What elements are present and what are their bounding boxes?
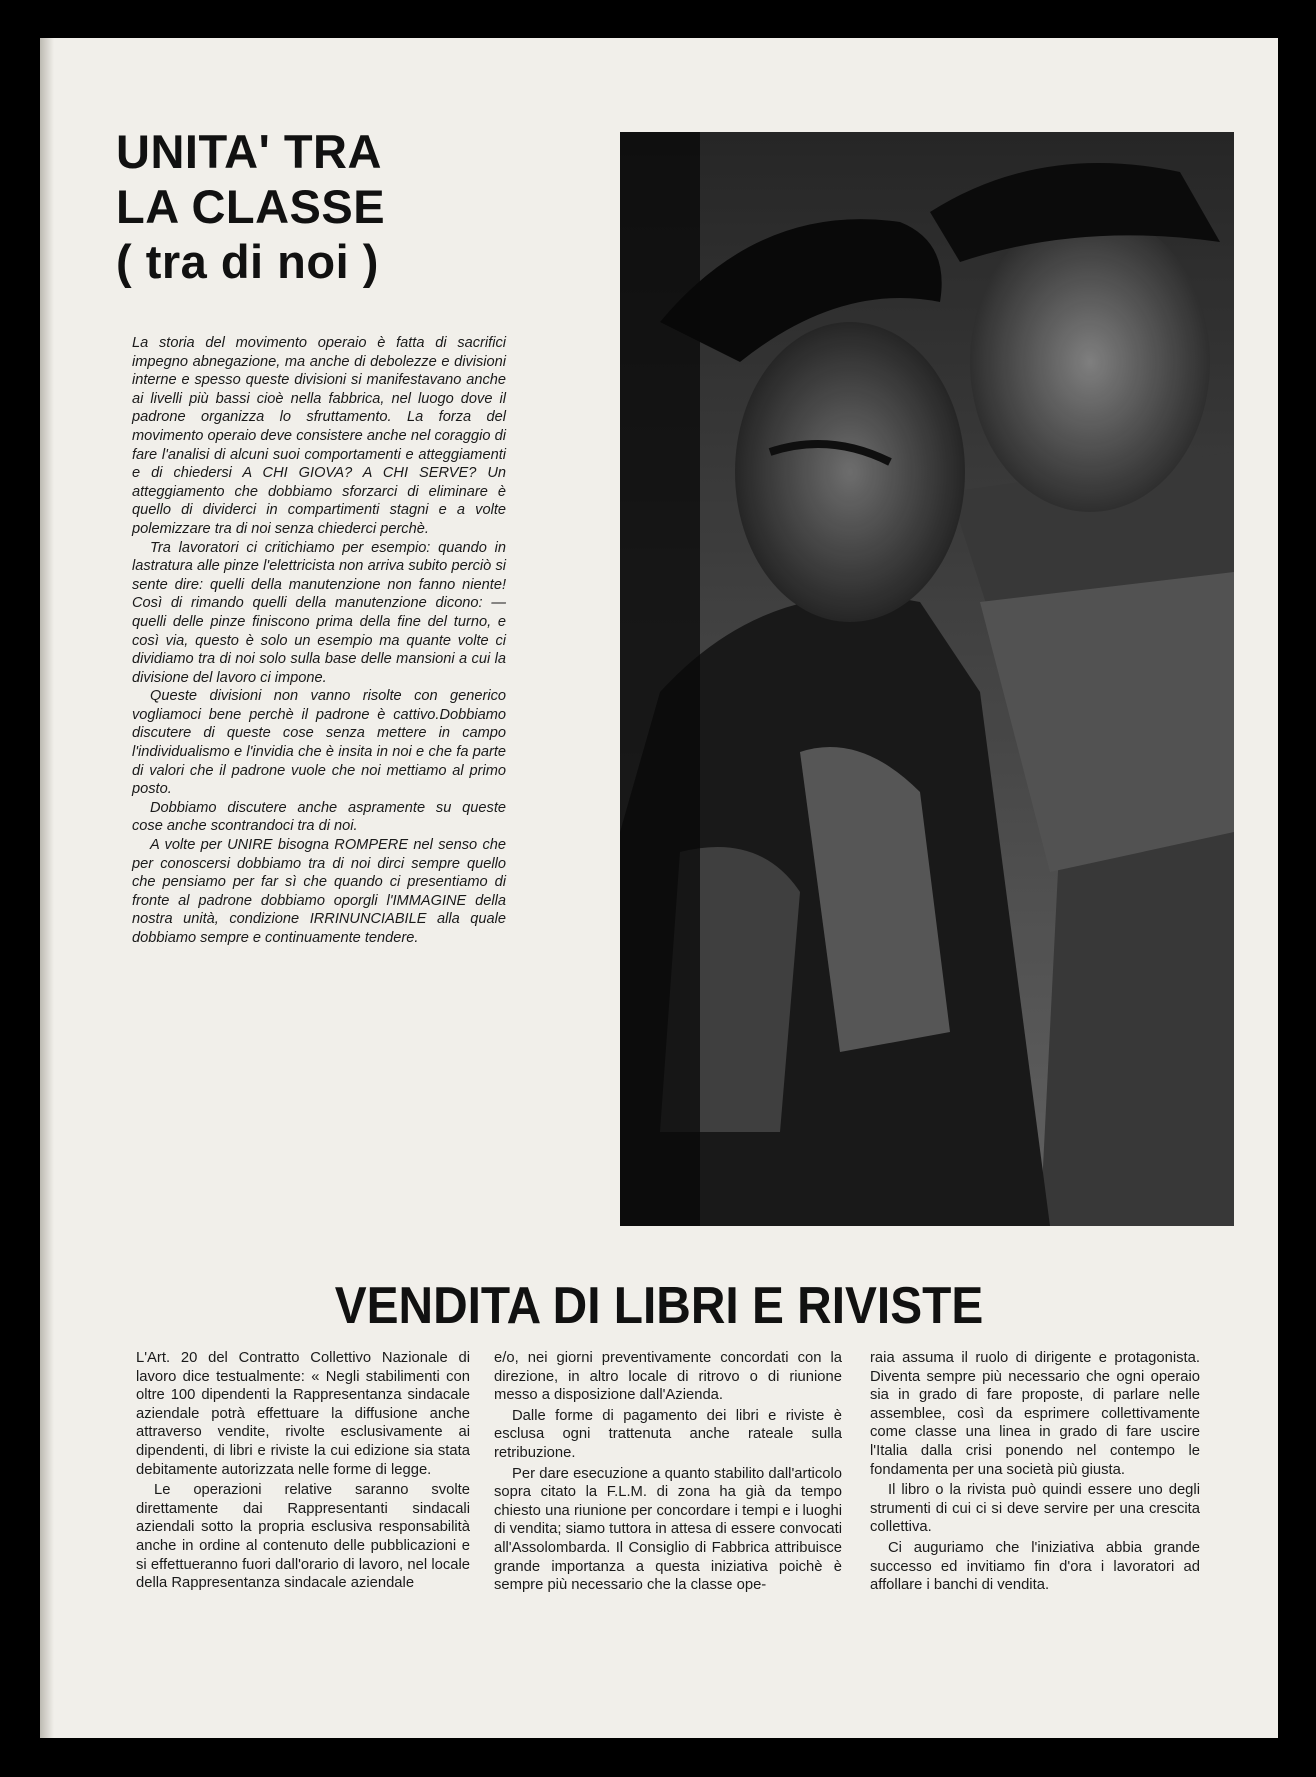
workers-photo-image bbox=[620, 132, 1234, 1226]
article-paragraph-3: Queste divisioni non vanno risolte con generico vogliamoci bene perchè il padrone è cattivo.Dobbiamo discutere di queste cose senza mettere in campo l'individualismo e l'invidia che è insita in noi e che fa parte di valori che il padrone vuole che noi mettiamo al primo posto. bbox=[132, 688, 506, 798]
article-paragraph-1: La storia del movimento operaio è fatta di sacrifici impegno abnegazione, ma anche di debolezze e divisioni interne e spesso queste divisioni si manifestavano anche ai livelli più bassi cioè nella fabbrica, nel luogo dove il padrone organizza lo sfruttamento. La forza del movimento operaio deve consistere anche nel coraggio di fare l'analisi di alcuni suoi comportamenti e atteggiamenti e di chiedersi A CHI GIOVA? A CHI SERVE? Un atteggiamento che dobbiamo sforzarci di eliminare è quello di dividerci in compartimenti stagni e a volte polemizzare tra di noi senza chiederci perchè. bbox=[132, 335, 506, 537]
sale-headline: VENDITA DI LIBRI E RIVISTE bbox=[334, 1277, 984, 1335]
article-paragraph-4: Dobbiamo discutere anche aspramente su queste cose anche scontrandoci tra di noi. bbox=[132, 799, 506, 835]
sale-col2-paragraph-3: Per dare esecuzione a quanto stabilito dall'articolo sopra citato la F.L.M. di zona ha già da tempo chiesto una riunione per concordare i tempi e i luoghi di vendita; siamo tuttora in attesa di essere convocati all'Assolombarda. Il Consiglio di Fabbrica attribuisce grande importanza a questa iniziativa poichè è sempre più necessario che la classe ope- bbox=[494, 1465, 842, 1594]
sale-col3-paragraph-1: raia assuma il ruolo di dirigente e protagonista. Diventa sempre più necessario che ogni operaio sia in grado di fare proposte, di parlare nelle assemblee, così da esprimere collettivamente come classe una linea in grado di fare uscire l'Italia dalla crisi ponendo nel contempo le fondamenta per una società più giusta. bbox=[870, 1350, 1200, 1478]
magazine-page bbox=[40, 38, 1278, 1738]
show-through-text bbox=[370, 1058, 378, 1092]
headline-line-1: UNITA' TRA bbox=[116, 125, 382, 178]
sale-col2-paragraph-1: e/o, nei giorni preventivamente concordati con la direzione, in altro locale di ritrovo o di riunione messo a disposizione dall'Azienda. bbox=[494, 1350, 842, 1404]
article-headline bbox=[116, 124, 385, 289]
sale-column-3 bbox=[870, 1349, 1200, 1597]
sale-col2-paragraph-2: Dalle forme di pagamento dei libri e riviste è esclusa ogni trattenuta anche rateale sulla retribuzione. bbox=[494, 1407, 842, 1461]
sale-col3-paragraph-3: Ci auguriamo che l'iniziativa abbia grande successo ed invitiamo fin d'ora i lavoratori ad affollare i banchi di vendita. bbox=[870, 1539, 1200, 1594]
workers-photo bbox=[620, 132, 1234, 1226]
headline-line-2: LA CLASSE bbox=[116, 180, 386, 233]
sale-column-2 bbox=[494, 1349, 842, 1597]
article-body bbox=[132, 334, 506, 948]
article-paragraph-5: A volte per UNIRE bisogna ROMPERE nel senso che per conoscersi dobbiamo tra di noi dirci sempre quello che pensiamo per far sì che quando ci presentiamo di fronte al padrone dobbiamo oporgli l'IMMAGINE della nostra unità, condizione IRRINUNCIABILE alla quale dobbiamo sempre e continuamente tendere. bbox=[132, 837, 506, 946]
scan-edge bbox=[40, 38, 54, 1738]
sale-col1-paragraph-1: L'Art. 20 del Contratto Collettivo Nazionale di lavoro dice testualmente: « Negli stabilimenti con oltre 100 dipendenti la Rappresentanza sindacale aziendale potrà effettuare la diffusione anche attraverso vendite, rivolte esclusivamente ai dipendenti, di libri e riviste la cui edizione sia stata debitamente autorizzata nelle forme di legge. bbox=[136, 1350, 470, 1478]
sale-col3-paragraph-2: Il libro o la rivista può quindi essere uno degli strumenti di cui ci si deve servire per una crescita collettiva. bbox=[870, 1482, 1200, 1536]
sale-column-1 bbox=[136, 1349, 470, 1595]
sale-col1-paragraph-2: Le operazioni relative saranno svolte direttamente dai Rappresentanti sindacali aziendali sotto la propria esclusiva responsabilità anche in ordine al contenuto delle pubblicazioni e si effettueranno fuori dall'orario di lavoro, nel locale della Rappresentanza sindacale aziendale bbox=[136, 1482, 470, 1592]
headline-line-3: ( tra di noi ) bbox=[116, 235, 379, 288]
article-paragraph-2: Tra lavoratori ci critichiamo per esempio: quando in lastratura alle pinze l'elettricista non arriva subito perciò si sente dire: quelli della manutenzione non fanno niente! Così di rimando quelli della manutenzione dicono: — quelli delle pinze finiscono prima della fine del turno, e così via, questo è solo un esempio ma quante volte ci dividiamo tra di noi solo sulla base delle mansioni a cui la divisione del lavoro ci impone. bbox=[132, 539, 506, 686]
